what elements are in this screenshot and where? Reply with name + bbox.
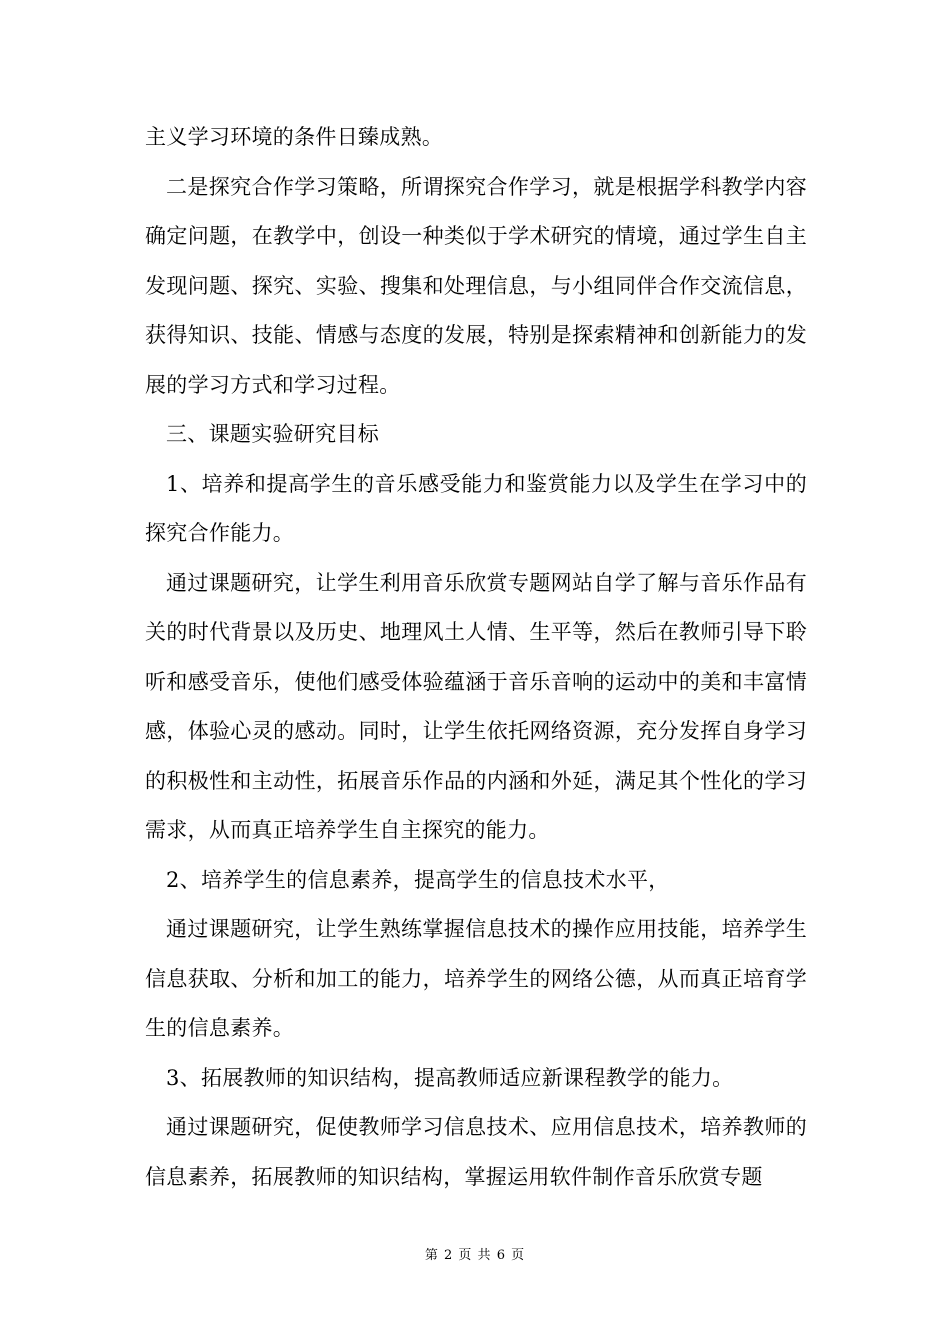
page-number-footer: 第 2 页 共 6 页 [424, 1248, 526, 1263]
goal-2-heading: 2、培养学生的信息素养，提高学生的信息技术水平， [166, 867, 670, 892]
goal-1-heading: 1、培养和提高学生的音乐感受能力和鉴赏能力以及学生在学习中的探究合作能力。 [145, 471, 807, 545]
paragraph-2: 二是探究合作学习策略，所谓探究合作学习，就是根据学科教学内容确定问题，在教学中，创设一种类似于学术研究的情境，通过学生自主发现问题、探究、实验、搜集和处理信息，与小组同伴合作交流信息，获得知识、技能、情感与态度的发展，特别是探索精神和创新能力的发展的学习方式和学习过程。 [145, 174, 807, 397]
paragraph-1: 主义学习环境的条件日臻成熟。 [145, 125, 444, 149]
goal-2-detail: 通过课题研究，让学生熟练掌握信息技术的操作应用技能，培养学生信息获取、分析和加工的能力，培养学生的网络公德，从而真正培育学生的信息素养。 [145, 917, 807, 1040]
goal-3-detail: 通过课题研究，促使教师学习信息技术、应用信息技术，培养教师的信息素养，拓展教师的知识结构，掌握运用软件制作音乐欣赏专题 [145, 1115, 807, 1189]
section-heading-3: 三、课题实验研究目标 [166, 422, 379, 446]
body-text [145, 113, 807, 1202]
goal-1-detail: 通过课题研究，让学生利用音乐欣赏专题网站自学了解与音乐作品有关的时代背景以及历史、地理风土人情、生平等，然后在教师引导下聆听和感受音乐，使他们感受体验蕴涵于音乐音响的运动中的美和丰富情感，体验心灵的感动。同时，让学生依托网络资源，充分发挥自身学习的积极性和主动性，拓展音乐作品的内涵和外延，满足其个性化的学习需求，从而真正培养学生自主探究的能力。 [145, 570, 807, 842]
goal-3-heading: 3、拓展教师的知识结构，提高教师适应新课程教学的能力。 [166, 1065, 734, 1090]
